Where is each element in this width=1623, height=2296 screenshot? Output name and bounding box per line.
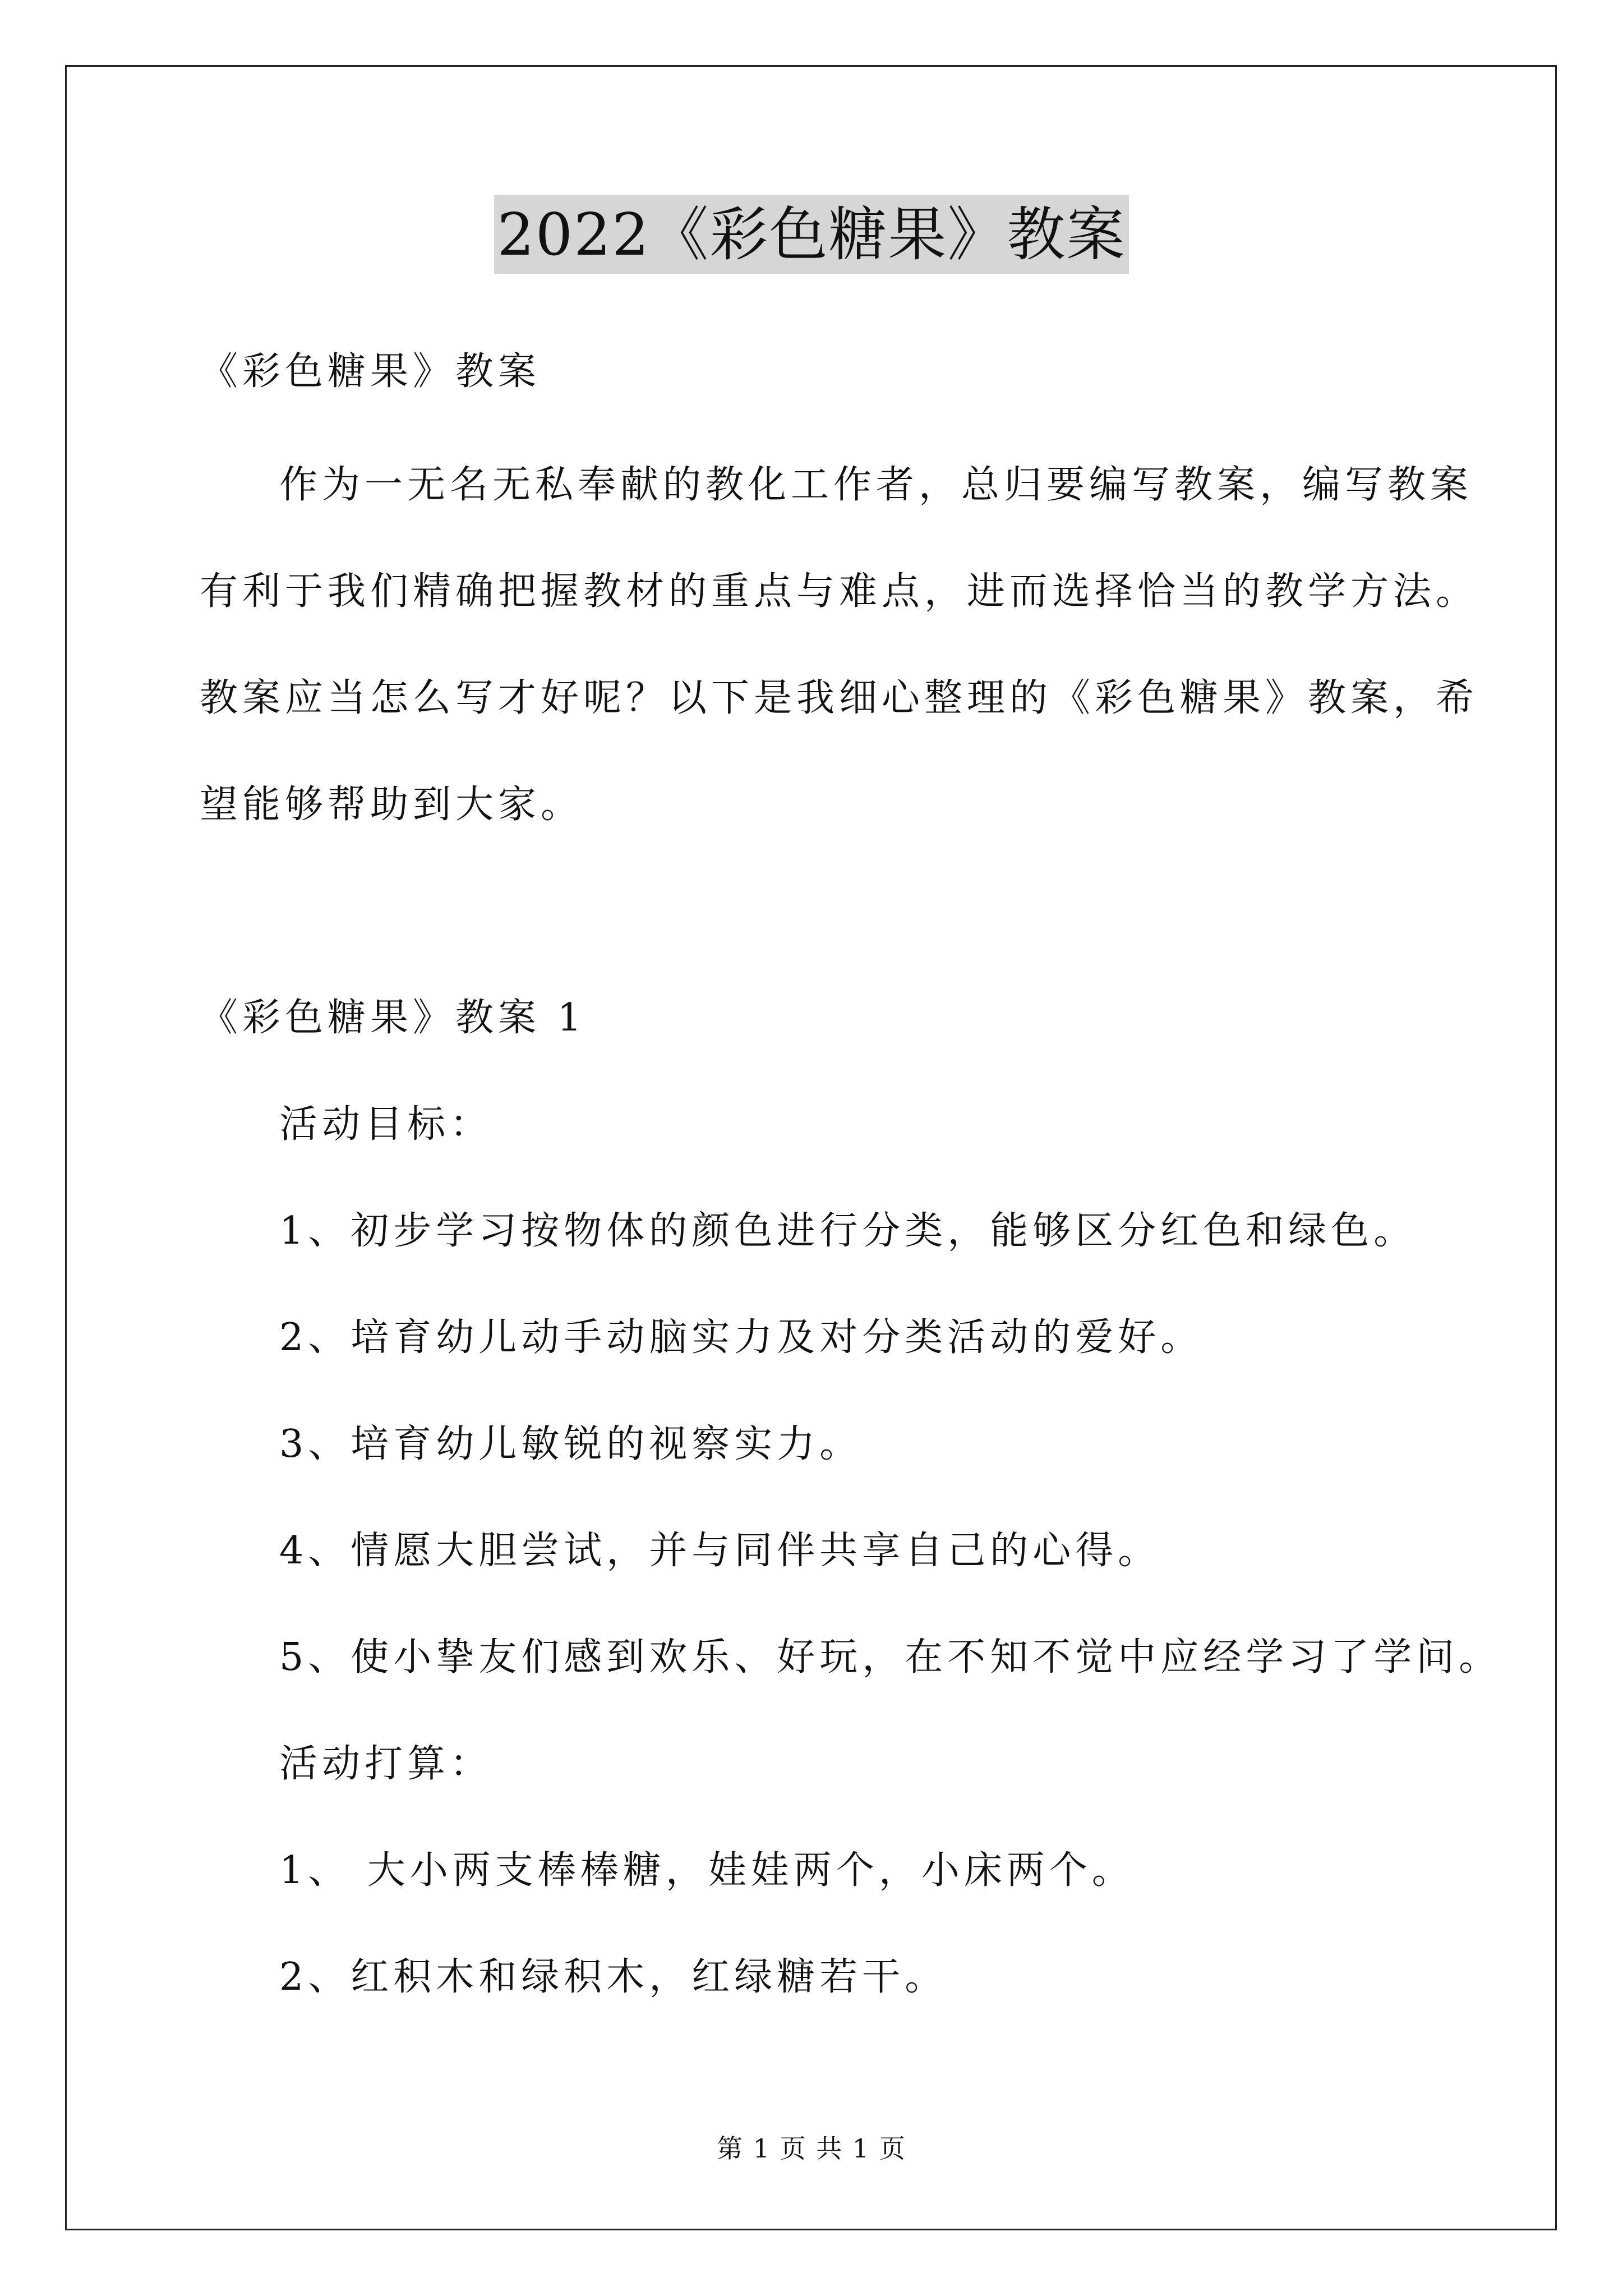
prep-item: 1、 大小两支棒棒糖，娃娃两个，小床两个。 [279, 1848, 1135, 1893]
document-title: 2022《彩色糖果》教案 [494, 195, 1129, 274]
prep-item: 2、红积木和绿积木，红绿糖若干。 [279, 1955, 948, 1999]
goal-item: 5、使小挚友们感到欢乐、好玩，在不知不觉中应经学习了学问。 [279, 1635, 1502, 1680]
intro-line: 有利于我们精确把握教材的重点与难点，进而选择恰当的教学方法。 [200, 569, 1479, 614]
title-container [0, 195, 1623, 274]
goal-item: 3、培育幼儿敏锐的视察实力。 [279, 1422, 863, 1466]
goal-item: 1、初步学习按物体的颜色进行分类，能够区分红色和绿色。 [279, 1209, 1417, 1253]
intro-line: 望能够帮助到大家。 [200, 783, 584, 827]
page-footer: 第 1 页 共 1 页 [717, 2133, 906, 2164]
section-heading: 《彩色糖果》教案 1 [200, 996, 586, 1040]
goal-item: 2、培育幼儿动手动脑实力及对分类活动的爱好。 [279, 1315, 1204, 1360]
document-subtitle: 《彩色糖果》教案 [200, 349, 541, 394]
prep-heading: 活动打算： [279, 1742, 493, 1786]
goals-heading: 活动目标： [279, 1102, 493, 1147]
goal-item: 4、情愿大胆尝试，并与同伴共享自己的心得。 [279, 1529, 1161, 1573]
intro-line: 作为一无名无私奉献的教化工作者，总归要编写教案，编写教案 [279, 463, 1473, 507]
intro-line: 教案应当怎么写才好呢？以下是我细心整理的《彩色糖果》教案，希 [200, 676, 1479, 720]
